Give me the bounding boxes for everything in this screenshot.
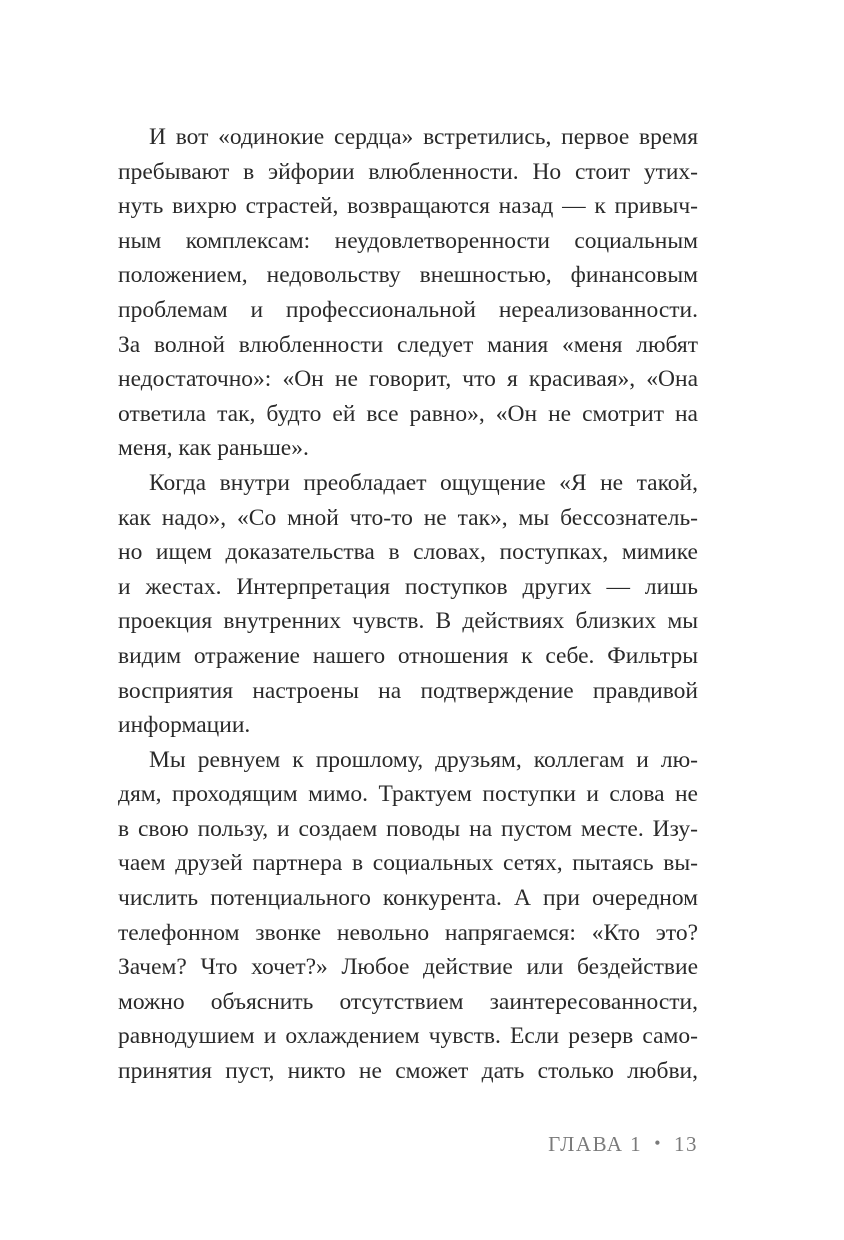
text-line: проекция внутренних чувств. В действиях близких мы [118, 608, 698, 635]
text-line: положением, недовольству внешностью, финансовым [118, 262, 698, 289]
text-line: дям, проходящим мимо. Трактуем поступки и слова не [118, 781, 698, 808]
text-line: равнодушием и охлаждением чувств. Если резерв само- [118, 1023, 698, 1050]
text-line: но ищем доказательства в словах, поступках, мимике [118, 539, 698, 566]
text-line: и жестах. Интерпретация поступков других — лишь [118, 573, 698, 600]
text-line: как надо», «Со мной что-то не так», мы бессознатель- [118, 504, 698, 531]
bullet-separator: • [654, 1133, 662, 1153]
text-line: Когда внутри преобладает ощущение «Я не такой, [149, 469, 698, 496]
running-footer [548, 1132, 698, 1157]
text-line: видим отражение нашего отношения к себе. Фильтры [118, 642, 698, 669]
text-line: пребывают в эйфории влюбленности. Но стоит утих- [118, 158, 698, 185]
body-text [118, 120, 698, 1089]
text-line: в свою пользу, и создаем поводы на пустом месте. Изу- [118, 815, 698, 842]
text-line: недостаточно»: «Он не говорит, что я красивая», «Она [118, 366, 698, 393]
text-line: И вот «одинокие сердца» встретились, первое время [149, 124, 698, 150]
text-line: Мы ревнуем к прошлому, друзьям, коллегам и лю- [149, 746, 698, 773]
text-line: меня, как раньше». [118, 435, 309, 462]
text-line: ным комплексам: неудовлетворенности социальным [118, 227, 698, 254]
text-line: можно объяснить отсутствием заинтересованности, [118, 988, 698, 1015]
text-line: информации. [118, 712, 251, 739]
page-number: 13 [674, 1132, 698, 1156]
text-line: проблемам и профессиональной нереализованности. [118, 296, 698, 323]
chapter-label: ГЛАВА 1 [548, 1132, 643, 1156]
text-line: восприятия настроены на подтверждение правдивой [118, 677, 698, 704]
text-line: чаем друзей партнера в социальных сетях, пытаясь вы- [118, 850, 698, 877]
text-line: телефонном звонке невольно напрягаемся: «Кто это? [118, 919, 698, 946]
text-line: Зачем? Что хочет?» Любое действие или бездействие [118, 954, 698, 981]
text-line: ответила так, будто ей все равно», «Он не смотрит на [118, 400, 698, 427]
text-line: нуть вихрю страстей, возвращаются назад — к привыч- [118, 193, 698, 220]
text-line: числить потенциального конкурента. А при очередном [118, 885, 698, 912]
text-line: За волной влюбленности следует мания «меня любят [118, 331, 698, 358]
text-line: принятия пуст, никто не сможет дать столько любви, [118, 1058, 698, 1085]
